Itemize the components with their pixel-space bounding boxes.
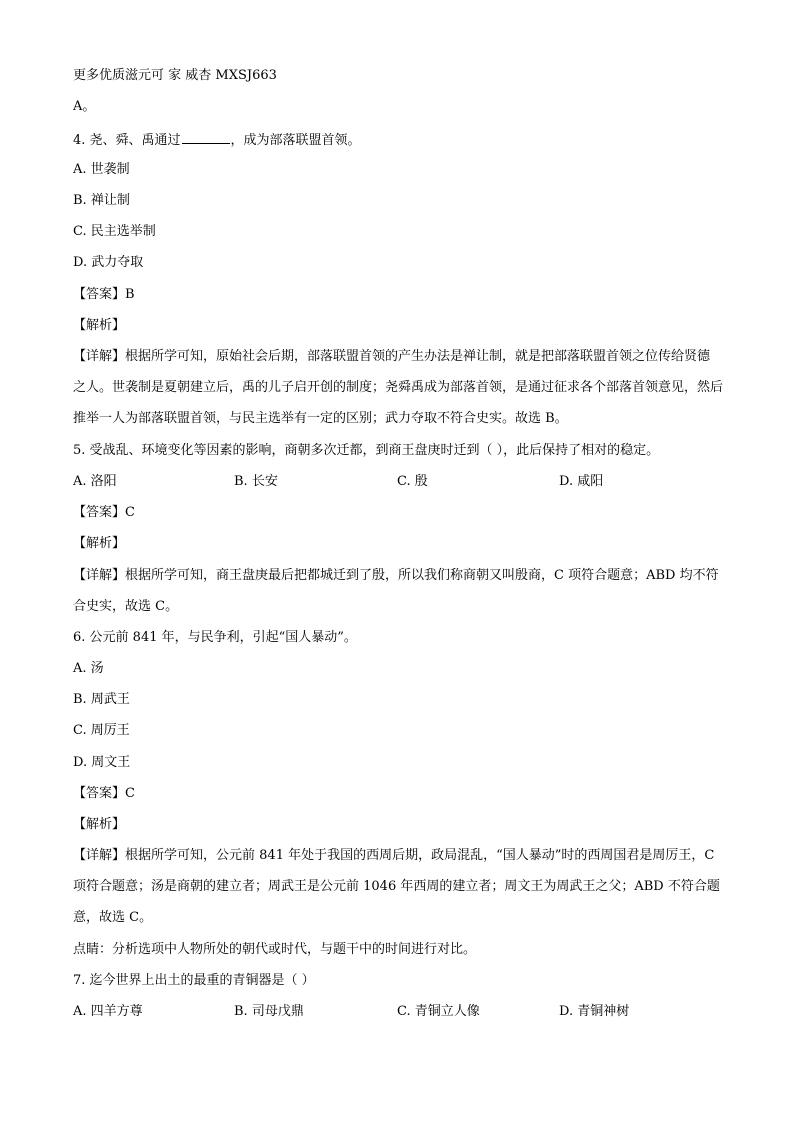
question-6-detail bbox=[73, 840, 723, 933]
answer-blank bbox=[182, 131, 230, 144]
question-4-stem bbox=[73, 131, 361, 149]
question-6-option-b: B. 周武王 bbox=[73, 692, 130, 707]
question-5-detail bbox=[73, 560, 723, 622]
answer-value: C bbox=[125, 786, 135, 801]
question-6-analysis-label: 【解析】 bbox=[73, 817, 126, 832]
question-7-option-b: B. 司母戊鼎 bbox=[234, 1004, 304, 1019]
detail-label: 【详解】 bbox=[73, 848, 126, 863]
question-7-stem: 7. 迄今世界上出土的最重的青铜器是（ ） bbox=[73, 973, 315, 988]
header-text: 更多优质滋元可 家 威杏 MXSJ663 bbox=[73, 68, 277, 83]
question-5-answer bbox=[73, 505, 135, 521]
answer-label: 【答案】 bbox=[73, 287, 126, 302]
question-4-stem-after: ，成为部落联盟首领。 bbox=[230, 133, 361, 148]
question-6-option-c: C. 周厉王 bbox=[73, 723, 130, 738]
detail-text: 根据所学可知，商王盘庚最后把都城迁到了殷，所以我们称商朝又叫殷商，C 项符合题意；ABD 均不符合史实，故选 C。 bbox=[73, 568, 719, 614]
question-4-stem-before: 4. 尧、舜、禹通过 bbox=[73, 133, 181, 148]
question-7-option-c: C. 青铜立人像 bbox=[397, 1004, 480, 1019]
answer-label: 【答案】 bbox=[73, 786, 126, 801]
question-6-stem: 6. 公元前 841 年，与民争利，引起“国人暴动”。 bbox=[73, 630, 357, 645]
answer-value: B bbox=[125, 287, 135, 302]
question-6-tip: 点睛：分析选项中人物所处的朝代或时代，与题干中的时间进行对比。 bbox=[73, 942, 477, 957]
question-5-stem: 5. 受战乱、环境变化等因素的影响，商朝多次迁都，到商王盘庚时迁到（ ），此后保持了相对的稳定。 bbox=[73, 443, 660, 458]
detail-text: 根据所学可知，原始社会后期，部落联盟首领的产生办法是禅让制，就是把部落联盟首领之位传给贤德之人。世袭制是夏朝建立后，禹的儿子启开创的制度；尧舜禹成为部落首领，是通过征求各个部落首领意见，然后推举一人为部落联盟首领，与民主选举有一定的区别；武力夺取不符合史实。故选 B。 bbox=[73, 349, 724, 426]
question-4-option-c: C. 民主选举制 bbox=[73, 224, 156, 239]
detail-label: 【详解】 bbox=[73, 568, 126, 583]
question-7-option-d: D. 青铜神树 bbox=[559, 1004, 630, 1019]
question-4-detail bbox=[73, 341, 723, 434]
detail-label: 【详解】 bbox=[73, 349, 126, 364]
question-4-option-d: D. 武力夺取 bbox=[73, 255, 144, 270]
previous-answer-tail: A。 bbox=[73, 99, 96, 114]
question-5-analysis-label: 【解析】 bbox=[73, 536, 126, 551]
question-5-option-b: B. 长安 bbox=[234, 474, 278, 489]
question-7-option-a: A. 四羊方尊 bbox=[73, 1004, 143, 1019]
answer-label: 【答案】 bbox=[73, 505, 126, 520]
question-6-option-d: D. 周文王 bbox=[73, 755, 131, 770]
question-4-analysis-label: 【解析】 bbox=[73, 318, 126, 333]
question-5-option-a: A. 洛阳 bbox=[73, 474, 117, 489]
question-6-option-a: A. 汤 bbox=[73, 661, 104, 676]
question-6-answer bbox=[73, 786, 135, 802]
question-4-option-a: A. 世袭制 bbox=[73, 162, 130, 177]
question-4-option-b: B. 禅让制 bbox=[73, 193, 130, 208]
answer-value: C bbox=[125, 505, 135, 520]
detail-text: 根据所学可知，公元前 841 年处于我国的西周后期，政局混乱，“国人暴动”时的西周国君是周厉王，C 项符合题意；汤是商朝的建立者；周武王是公元前 1046 年西周的建立者；周文王为周武王之父；ABD 不符合题意，故选 C。 bbox=[73, 848, 720, 925]
question-4-answer bbox=[73, 287, 135, 303]
question-5-option-d: D. 咸阳 bbox=[559, 474, 604, 489]
question-5-option-c: C. 殷 bbox=[397, 474, 428, 489]
